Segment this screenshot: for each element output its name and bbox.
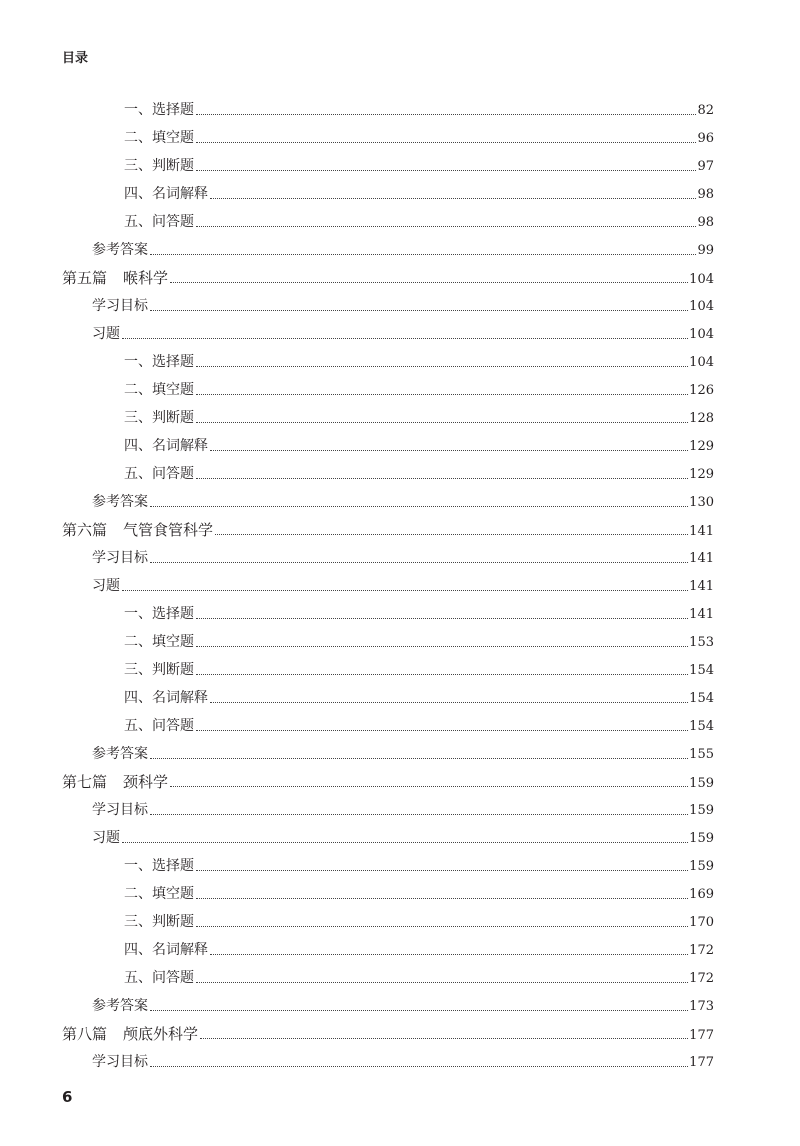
toc-page-number: 173 [689,999,714,1014]
toc-title-text: 习题 [92,830,120,846]
toc-page-number: 126 [689,383,714,398]
dot-leader [196,393,688,395]
toc-subsection-entry[interactable] [62,964,714,992]
toc-entry-title [124,96,194,124]
toc-subsection-entry[interactable] [62,208,714,236]
table-of-contents [62,96,714,1076]
toc-entry-title [92,740,148,768]
toc-subsection-entry[interactable] [62,908,714,936]
toc-subsection-entry[interactable] [62,628,714,656]
toc-page-number: 154 [689,719,714,734]
toc-section-entry[interactable] [62,488,714,516]
toc-title-text: 颈科学 [123,773,169,791]
dot-leader [196,477,688,479]
toc-page-number: 154 [689,663,714,678]
toc-page-number: 128 [689,411,714,426]
dot-leader [150,1065,688,1067]
toc-subsection-entry[interactable] [62,404,714,432]
toc-page-number: 82 [697,103,714,118]
toc-title-text: 参考答案 [92,242,148,258]
toc-section-entry[interactable] [62,824,714,852]
toc-entry-title [124,936,208,964]
toc-subsection-entry[interactable] [62,348,714,376]
toc-subsection-entry[interactable] [62,124,714,152]
toc-subsection-entry[interactable] [62,936,714,964]
toc-page-number: 177 [689,1028,714,1043]
toc-subsection-entry[interactable] [62,460,714,488]
toc-page-number: 130 [689,495,714,510]
toc-entry-title [124,964,194,992]
toc-title-text: 三、判断题 [124,158,194,174]
toc-page-number: 104 [689,327,714,342]
toc-page-number: 159 [689,831,714,846]
dot-leader [196,729,688,731]
toc-section-entry[interactable] [62,320,714,348]
toc-title-text: 颅底外科学 [123,1025,199,1043]
toc-title-text: 四、名词解释 [124,690,208,706]
toc-page-number: 96 [697,131,714,146]
toc-part-number: 第八篇 [62,1025,108,1043]
toc-entry-title [92,824,120,852]
dot-leader [215,533,688,535]
toc-title-text: 四、名词解释 [124,186,208,202]
toc-page-number: 104 [689,272,714,287]
toc-page-number: 169 [689,887,714,902]
toc-title-text: 五、问答题 [124,466,194,482]
toc-subsection-entry[interactable] [62,96,714,124]
dot-leader [196,225,696,227]
toc-page-number: 98 [697,215,714,230]
toc-subsection-entry[interactable] [62,432,714,460]
toc-section-entry[interactable] [62,992,714,1020]
toc-page-number: 141 [689,524,714,539]
toc-page-number: 99 [697,243,714,258]
dot-leader [196,169,696,171]
toc-title-text: 参考答案 [92,494,148,510]
toc-subsection-entry[interactable] [62,880,714,908]
toc-title-text: 二、填空题 [124,130,194,146]
toc-entry-title [124,600,194,628]
toc-title-text: 学习目标 [92,298,148,314]
toc-section-entry[interactable] [62,1048,714,1076]
toc-entry-title [92,544,148,572]
running-head: 目录 [62,51,89,66]
toc-entry-title [62,264,168,292]
dot-leader [122,589,688,591]
dot-leader [196,141,696,143]
dot-leader [210,449,688,451]
toc-part-entry[interactable] [62,264,714,292]
toc-subsection-entry[interactable] [62,600,714,628]
dot-leader [150,1009,688,1011]
toc-page-number: 141 [689,607,714,622]
toc-subsection-entry[interactable] [62,684,714,712]
toc-page-number: 154 [689,691,714,706]
dot-leader [196,897,688,899]
toc-title-text: 学习目标 [92,802,148,818]
toc-page-number: 159 [689,859,714,874]
toc-page-number: 172 [689,971,714,986]
dot-leader [170,281,688,283]
toc-title-text: 习题 [92,326,120,342]
toc-title-text: 参考答案 [92,998,148,1014]
toc-entry-title [92,1048,148,1076]
toc-subsection-entry[interactable] [62,852,714,880]
toc-entry-title [124,348,194,376]
dot-leader [196,925,688,927]
toc-title-text: 三、判断题 [124,410,194,426]
dot-leader [150,561,688,563]
toc-part-entry[interactable] [62,1020,714,1048]
toc-entry-title [92,292,148,320]
toc-title-text: 五、问答题 [124,718,194,734]
toc-page-number: 141 [689,551,714,566]
toc-title-text: 一、选择题 [124,858,194,874]
toc-section-entry[interactable] [62,572,714,600]
dot-leader [200,1037,688,1039]
toc-entry-title [124,460,194,488]
toc-title-text: 学习目标 [92,550,148,566]
toc-title-text: 一、选择题 [124,102,194,118]
toc-part-entry[interactable] [62,516,714,544]
toc-entry-title [124,208,194,236]
toc-entry-title [92,320,120,348]
toc-title-text: 四、名词解释 [124,942,208,958]
toc-entry-title [124,180,208,208]
toc-subsection-entry[interactable] [62,376,714,404]
toc-title-text: 三、判断题 [124,662,194,678]
dot-leader [170,785,688,787]
toc-title-text: 习题 [92,578,120,594]
toc-page-number: 170 [689,915,714,930]
toc-subsection-entry[interactable] [62,712,714,740]
toc-entry-title [124,152,194,180]
dot-leader [122,337,688,339]
toc-entry-title [124,376,194,404]
toc-entry-title [62,1020,198,1048]
dot-leader [196,673,688,675]
toc-entry-title [124,852,194,880]
toc-entry-title [124,908,194,936]
toc-subsection-entry[interactable] [62,180,714,208]
toc-title-text: 参考答案 [92,746,148,762]
toc-entry-title [92,488,148,516]
toc-title-text: 二、填空题 [124,382,194,398]
toc-entry-title [92,236,148,264]
toc-title-text: 喉科学 [123,269,169,287]
toc-entry-title [62,768,168,796]
dot-leader [196,645,688,647]
toc-title-text: 三、判断题 [124,914,194,930]
toc-entry-title [62,516,213,544]
toc-title-text: 二、填空题 [124,886,194,902]
dot-leader [196,981,688,983]
toc-page-number: 97 [697,159,714,174]
toc-entry-title [124,404,194,432]
dot-leader [196,421,688,423]
toc-page-number: 141 [689,579,714,594]
dot-leader [196,113,696,115]
dot-leader [196,365,688,367]
toc-title-text: 学习目标 [92,1054,148,1070]
toc-section-entry[interactable] [62,292,714,320]
toc-part-number: 第六篇 [62,521,108,539]
dot-leader [150,757,688,759]
toc-entry-title [92,992,148,1020]
toc-page-number: 98 [697,187,714,202]
toc-entry-title [124,124,194,152]
toc-title-text: 二、填空题 [124,634,194,650]
toc-page-number: 104 [689,299,714,314]
toc-subsection-entry[interactable] [62,656,714,684]
dot-leader [196,617,688,619]
toc-entry-title [124,432,208,460]
toc-entry-title [92,572,120,600]
toc-part-number: 第七篇 [62,773,108,791]
toc-section-entry[interactable] [62,740,714,768]
dot-leader [122,841,688,843]
toc-title-text: 一、选择题 [124,606,194,622]
toc-part-number: 第五篇 [62,269,108,287]
toc-section-entry[interactable] [62,796,714,824]
dot-leader [210,197,696,199]
toc-page-number: 153 [689,635,714,650]
toc-page-number: 155 [689,747,714,762]
toc-entry-title [124,880,194,908]
page-number: 6 [62,1088,73,1106]
toc-page-number: 177 [689,1055,714,1070]
toc-title-text: 一、选择题 [124,354,194,370]
toc-page-number: 159 [689,776,714,791]
toc-entry-title [124,628,194,656]
dot-leader [150,813,688,815]
dot-leader [150,253,696,255]
toc-part-entry[interactable] [62,768,714,796]
toc-page-number: 159 [689,803,714,818]
toc-entry-title [92,796,148,824]
toc-page-number: 129 [689,439,714,454]
dot-leader [210,701,688,703]
toc-entry-title [124,712,194,740]
toc-section-entry[interactable] [62,544,714,572]
toc-page-number: 104 [689,355,714,370]
dot-leader [196,869,688,871]
toc-title-text: 五、问答题 [124,214,194,230]
toc-entry-title [124,684,208,712]
dot-leader [210,953,688,955]
dot-leader [150,309,688,311]
toc-title-text: 气管食管科学 [123,521,214,539]
toc-subsection-entry[interactable] [62,152,714,180]
toc-section-entry[interactable] [62,236,714,264]
toc-title-text: 五、问答题 [124,970,194,986]
dot-leader [150,505,688,507]
toc-page-number: 172 [689,943,714,958]
toc-entry-title [124,656,194,684]
toc-title-text: 四、名词解释 [124,438,208,454]
toc-page-number: 129 [689,467,714,482]
